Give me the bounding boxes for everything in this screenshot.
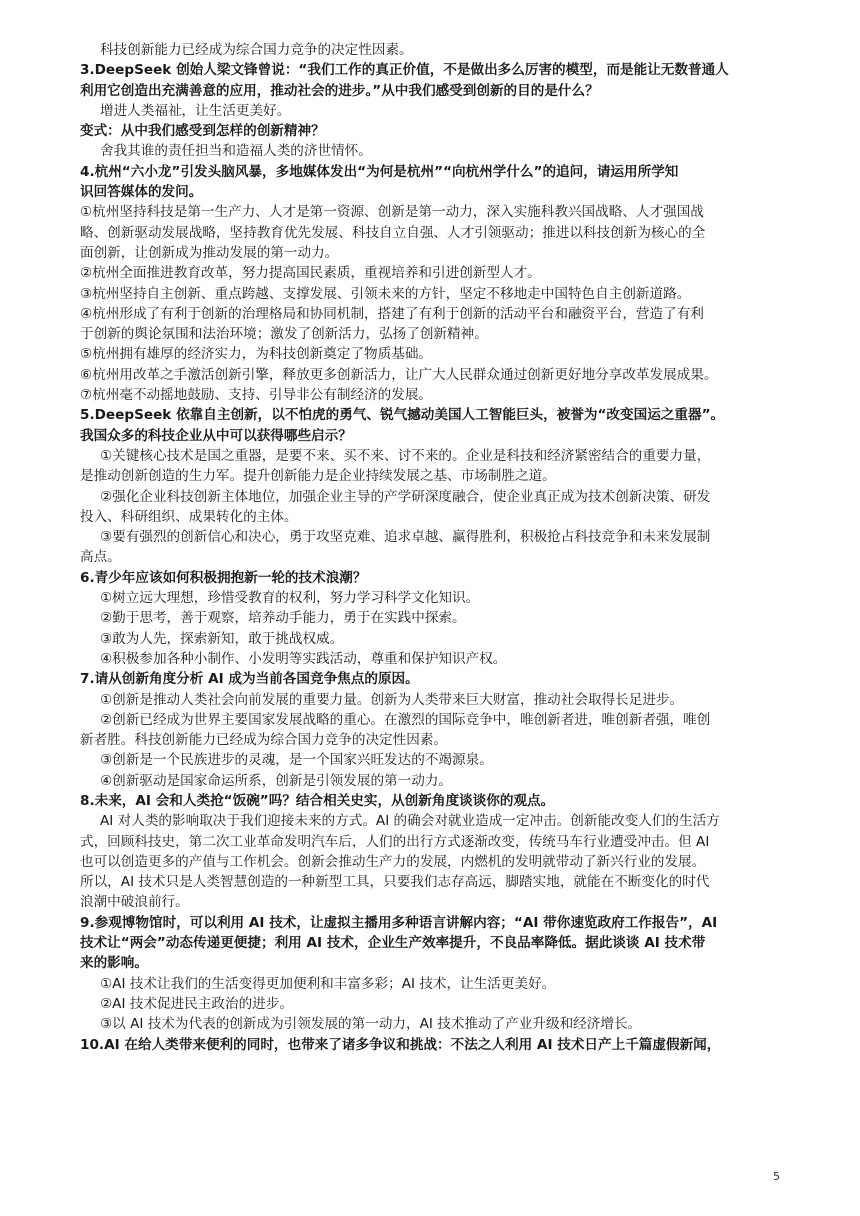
question-line: 4.杭州“六小龙”引发头脑风暴，多地媒体发出“为何是杭州”“向杭州学什么”的追问，请运用所学知	[80, 163, 679, 180]
answer-line: ③要有强烈的创新信心和决心，勇于攻坚克难、追求卓越、赢得胜利，积极抢占科技竞争和未来发展制	[100, 529, 711, 546]
answer-line: ①杭州坚持科技是第一生产力、人才是第一资源、创新是第一动力，深入实施科教兴国战略、人才强国战	[80, 204, 704, 221]
answer-line: ②AI 技术促进民主政治的进步。	[100, 995, 293, 1012]
answer-line: ③以 AI 技术为代表的创新成为引领发展的第一动力，AI 技术推动了产业升级和经济增长。	[100, 1016, 642, 1033]
page-number: 5	[773, 1170, 780, 1183]
question-line: 技术让“两会”动态传递更便捷；利用 AI 技术，企业生产效率提升，不良品率降低。据此谈谈 AI 技术带	[80, 935, 706, 952]
answer-line: ②强化企业科技创新主体地位，加强企业主导的产学研深度融合，使企业真正成为技术创新决策、研发	[100, 488, 711, 505]
question-line: 7.请从创新角度分析 AI 成为当前各国竞争焦点的原因。	[80, 671, 419, 688]
question-line: 利用它创造出充满善意的应用，推动社会的进步。”从中我们感受到创新的目的是什么？	[80, 82, 599, 99]
answer-line: ①树立远大理想，珍惜受教育的权利，努力学习科学文化知识。	[100, 590, 480, 607]
answer-line: 科技创新能力已经成为综合国力竞争的决定性因素。	[100, 42, 413, 58]
question-line: 来的影响。	[80, 955, 148, 972]
answer-line: ④创新驱动是国家命运所系，创新是引领发展的第一动力。	[100, 772, 453, 789]
answer-line: 略、创新驱动发展战略，坚持教育优先发展、科技自立自强、人才引领驱动；推进以科技创新为核心的全	[80, 224, 706, 241]
answer-line: 是推动创新创造的生力军。提升创新能力是企业持续发展之基、市场制胜之道。	[80, 468, 556, 485]
answer-line: ②勤于思考，善于观察，培养动手能力，勇于在实践中探索。	[100, 610, 466, 627]
answer-line: ④杭州形成了有利于创新的治理格局和协同机制，搭建了有利于创新的活动平台和融资平台，营造了有利	[80, 305, 704, 322]
question-line: 10.AI 在给人类带来便利的同时，也带来了诸多争议和挑战：不法之人利用 AI 技术日产上千篇虚假新闻，	[80, 1036, 721, 1053]
question-line: 变式：从中我们感受到怎样的创新精神？	[80, 123, 325, 140]
answer-line: ①AI 技术让我们的生活变得更加便利和丰富多彩；AI 技术，让生活更美好。	[100, 975, 556, 992]
answer-line: 高点。	[80, 549, 121, 566]
answer-line: ③杭州坚持自主创新、重点跨越、支撑发展、引领未来的方针，坚定不移地走中国特色自主创新道路。	[80, 285, 691, 302]
answer-line: ①创新是推动人类社会向前发展的重要力量。创新为人类带来巨大财富，推动社会取得长足进步。	[100, 691, 684, 708]
answer-line: 面创新，让创新成为推动发展的第一动力。	[80, 244, 339, 261]
answer-line: ②杭州全面推进教育改革，努力提高国民素质，重视培养和引进创新型人才。	[80, 265, 541, 282]
answer-line: 舍我其谁的责任担当和造福人类的济世情怀。	[100, 143, 372, 160]
answer-line: 式，回顾科技史，第二次工业革命发明汽车后，人们的出行方式逐渐改变，传统马车行业遭受冲击。但 AI	[80, 833, 710, 850]
answer-line: AI 对人类的影响取决于我们迎接未来的方式。AI 的确会对就业造成一定冲击。创新能改变人们的生活方	[100, 813, 720, 830]
answer-line: ④积极参加各种小制作、小发明等实践活动，尊重和保护知识产权。	[100, 650, 507, 667]
question-line: 5.DeepSeek 依靠自主创新，以不怕虎的勇气、锐气撼动美国人工智能巨头，被誉为“改变国运之重器”。	[80, 407, 725, 424]
question-line: 3.DeepSeek 创始人梁文锋曾说：“我们工作的真正价值，不是做出多么厉害的模型，而是能让无数普通人	[80, 62, 729, 79]
question-line: 8.未来，AI 会和人类抢“饭碗”吗？结合相关史实，从创新角度谈谈你的观点。	[80, 792, 555, 809]
question-line: 6.青少年应该如何积极拥抱新一轮的技术浪潮？	[80, 569, 367, 586]
answer-line: 投入、科研组织、成果转化的主体。	[80, 508, 298, 525]
answer-line: ⑦杭州毫不动摇地鼓励、支持、引导非公有制经济的发展。	[80, 387, 433, 404]
answer-line: ⑤杭州拥有雄厚的经济实力，为科技创新奠定了物质基础。	[80, 346, 433, 363]
question-line: 识回答媒体的发问。	[80, 184, 203, 201]
answer-line: 新者胜。科技创新能力已经成为综合国力竞争的决定性因素。	[80, 732, 448, 749]
answer-line: 浪潮中破浪前行。	[80, 894, 189, 911]
answer-line: ③创新是一个民族进步的灵魂，是一个国家兴旺发达的不竭源泉。	[100, 752, 493, 769]
document-body	[80, 40, 785, 1055]
answer-line: 所以，AI 技术只是人类智慧创造的一种新型工具，只要我们志存高远，脚踏实地，就能在不断变化的时代	[80, 874, 710, 891]
answer-line: 增进人类福祉，让生活更美好。	[100, 102, 291, 119]
answer-line: 也可以创造更多的产值与工作机会。创新会推动生产力的发展，内燃机的发明就带动了新兴行业的发展。	[80, 853, 706, 870]
question-line: 我国众多的科技企业从中可以获得哪些启示？	[80, 427, 352, 444]
answer-line: ①关键核心技术是国之重器，是要不来、买不来、讨不来的。企业是科技和经济紧密结合的重要力量，	[100, 447, 711, 464]
question-line: 9.参观博物馆时，可以利用 AI 技术，让虚拟主播用多种语言讲解内容；“AI 带你速览政府工作报告”，AI	[80, 914, 718, 931]
answer-line: ⑥杭州用改革之手激活创新引擎，释放更多创新活力，让广大人民群众通过创新更好地分享改革发展成果。	[80, 366, 718, 383]
answer-line: ③敢为人先，探索新知，敢于挑战权威。	[100, 630, 344, 647]
answer-line: ②创新已经成为世界主要国家发展战略的重心。在激烈的国际竞争中，唯创新者进，唯创新者强，唯创	[100, 711, 711, 728]
answer-line: 于创新的舆论氛围和法治环境；激发了创新活力，弘扬了创新精神。	[80, 326, 488, 343]
